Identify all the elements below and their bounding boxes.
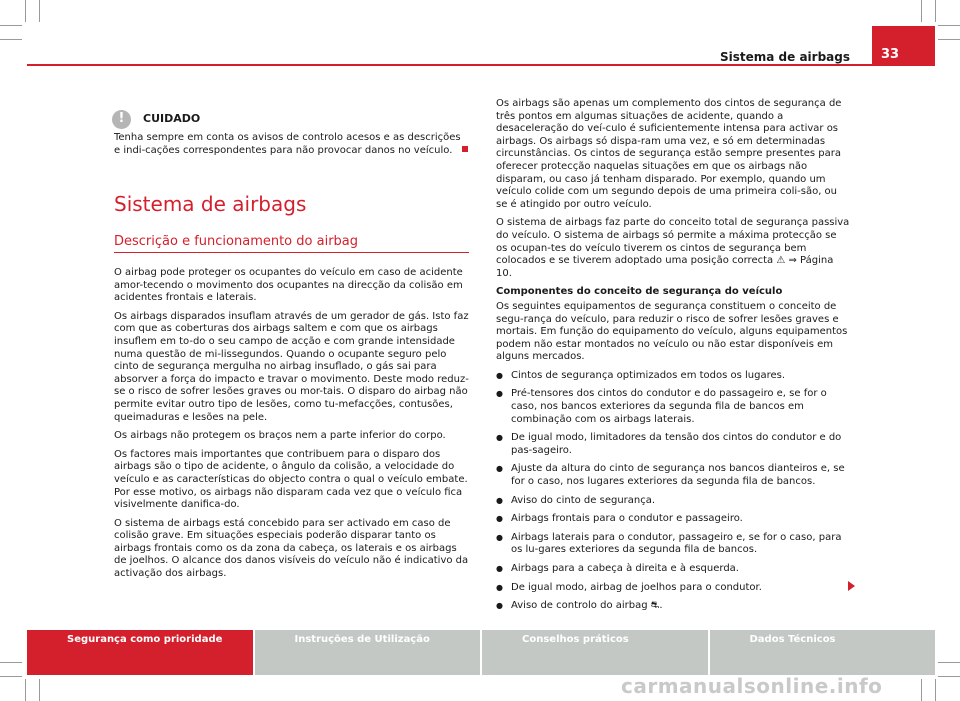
running-header-title: Sistema de airbags: [719, 50, 850, 64]
right-column: [496, 98, 851, 619]
crop-mark: [938, 25, 960, 26]
tab-instrucoes[interactable]: Instruções de Utilização: [253, 630, 481, 675]
paragraph: Os airbags disparados insuflam através de um gerador de gás. Isto faz com que as coberturas dos airbags saltem e com que os airbags insuflem em to-do o seu campo de acção e com grande intensidade numa questão de mi-lissegundos. Quando o ocupante seguro pelo cinto de segurança mergulha no airbag insuflado, o gás sai para absorver a força do impacto e travar o movimento. Deste modo reduz-se o risco de sofrer lesões graves ou mor-tais. O disparo do airbag não permite evitar outro tipo de lesões, como tu-mefacções, contusões, queimaduras e lesões na pele.: [114, 310, 469, 423]
crop-mark: [921, 0, 922, 22]
paragraph: Os airbags são apenas um complemento dos cintos de segurança de três pontos em algumas situações de acidente, quando a desaceleração do veí-culo é suficientemente intensa para activar os airbags. Os airbags só dispa-ram uma vez, e só em determinadas circunstâncias. Os cintos de segurança estão sempre presentes para oferecer protecção naquelas situações em que os airbags não disparam, ou caso já tenham disparado. Por exemplo, quando um veículo colide com um segundo depois de uma primeira coli-são, ou se é atingido por outro veículo.: [496, 98, 842, 210]
crop-mark: [25, 0, 26, 22]
footer-nav: [27, 630, 935, 675]
page-reference-link[interactable]: ⇒ Página 10.: [496, 255, 834, 279]
paragraph-with-reference: [496, 217, 851, 280]
crop-mark: [938, 662, 960, 663]
crop-mark: [39, 0, 40, 22]
subsection-title: Descrição e funcionamento do airbag: [114, 234, 359, 249]
crop-mark: [938, 39, 960, 40]
paragraph: O sistema de airbags está concebido para ser activado em caso de colisão grave. Em situações especiais poderão disparar tanto os airbags frontais como os da zona da cabeça, os laterais e os airbags de joelhos. O alcance dos danos visíveis do veículo não é indicativo da activação dos airbags.: [114, 517, 469, 580]
list-item: ● Cintos de segurança optimizados em todos os lugares.: [496, 370, 851, 383]
tab-conselhos[interactable]: Conselhos práticos: [480, 630, 708, 675]
crop-mark: [0, 25, 22, 26]
tab-seguranca[interactable]: Segurança como prioridade: [27, 630, 253, 675]
components-intro: Os seguintes equipamentos de segurança constituem o conceito de segu-rança do veículo, para reduzir o risco de sofrer lesões graves e mortais. Em função do equipamento do veículo, alguns equipamentos podem não estar montados no veículo ou não estar disponíveis em alguns mercados.: [496, 300, 848, 363]
list-item: ● Airbags laterais para o condutor, passageiro e, se for o caso, para os lu-gares exteriores da segunda fila de bancos.: [496, 532, 851, 557]
continue-arrow-icon: [848, 581, 855, 591]
components-heading: Componentes do conceito de segurança do veículo: [496, 286, 783, 298]
left-column-body: [114, 267, 469, 587]
caution-text: Tenha sempre em conta os avisos de controlo acesos e as descrições e indi-cações correspondentes para não provocar danos no veículo.: [114, 132, 461, 156]
list-item-text: Aviso de controlo do airbag: [511, 600, 648, 612]
caution-title: CUIDADO: [143, 111, 201, 125]
tab-dados[interactable]: Dados Técnicos: [708, 630, 936, 675]
list-item: ● Pré-tensores dos cintos do condutor e do passageiro e, se for o caso, nos bancos exteriores da segunda fila de bancos em combinação com os airbags laterais.: [496, 388, 851, 426]
list-item-period: .: [659, 600, 663, 612]
crop-mark: [938, 676, 960, 677]
list-item: ● Airbags frontais para o condutor e passageiro.: [496, 513, 851, 526]
crop-mark: [0, 676, 22, 677]
list-item: ● De igual modo, airbag de joelhos para o condutor.: [496, 582, 851, 595]
crop-mark: [39, 679, 40, 701]
page-number: 33: [872, 26, 935, 66]
list-item: ● Aviso do cinto de segurança.: [496, 495, 851, 508]
paragraph-text: O sistema de airbags faz parte do conceito total de segurança passiva do veículo. O sistema de airbags só permite a máxima protecção se os ocupan-tes do veículo tiverem os cintos de segurança bem colocados e se tiverem adoptado uma posição correcta: [496, 217, 850, 267]
section-title: Sistema de airbags: [114, 192, 307, 216]
list-item: ● De igual modo, limitadores da tensão dos cintos do condutor e do pas-sageiro.: [496, 432, 851, 457]
crop-mark: [0, 662, 22, 663]
watermark: carmanualsonline.info: [621, 674, 883, 698]
paragraph: Os airbags não protegem os braços nem a parte inferior do corpo.: [114, 430, 446, 442]
warning-triangle-icon: ⚠: [776, 255, 786, 267]
airbag-warning-icon: ⛐: [650, 600, 660, 612]
crop-mark: [921, 679, 922, 701]
crop-mark: [0, 39, 22, 40]
list-item: ● Airbags para a cabeça à direita e à esquerda.: [496, 563, 851, 576]
crop-mark: [25, 679, 26, 701]
crop-mark: [935, 0, 936, 22]
list-item: [496, 600, 851, 613]
section-end-marker: [462, 146, 468, 152]
subsection-rule: [114, 252, 469, 253]
crop-mark: [935, 679, 936, 701]
caution-icon: !: [112, 110, 131, 129]
paragraph: O airbag pode proteger os ocupantes do veículo em caso de acidente amor-tecendo o movimento dos ocupantes na direcção da colisão em acidentes frontais e laterais.: [114, 267, 463, 304]
list-item: ● Ajuste da altura do cinto de segurança nos bancos dianteiros e, se for o caso, nos lugares exteriores da segunda fila de bancos.: [496, 463, 851, 488]
caution-block: [114, 108, 469, 163]
header-rule: [27, 64, 935, 66]
components-list: [496, 370, 851, 613]
paragraph: Os factores mais importantes que contribuem para o disparo dos airbags são o tipo de acidente, o ângulo da colisão, a velocidade do veículo e as características do objecto contra o qual o veículo embate. Por esse motivo, os airbags não disparam cada vez que o veículo fica visivelmente danifica-do.: [114, 448, 468, 511]
